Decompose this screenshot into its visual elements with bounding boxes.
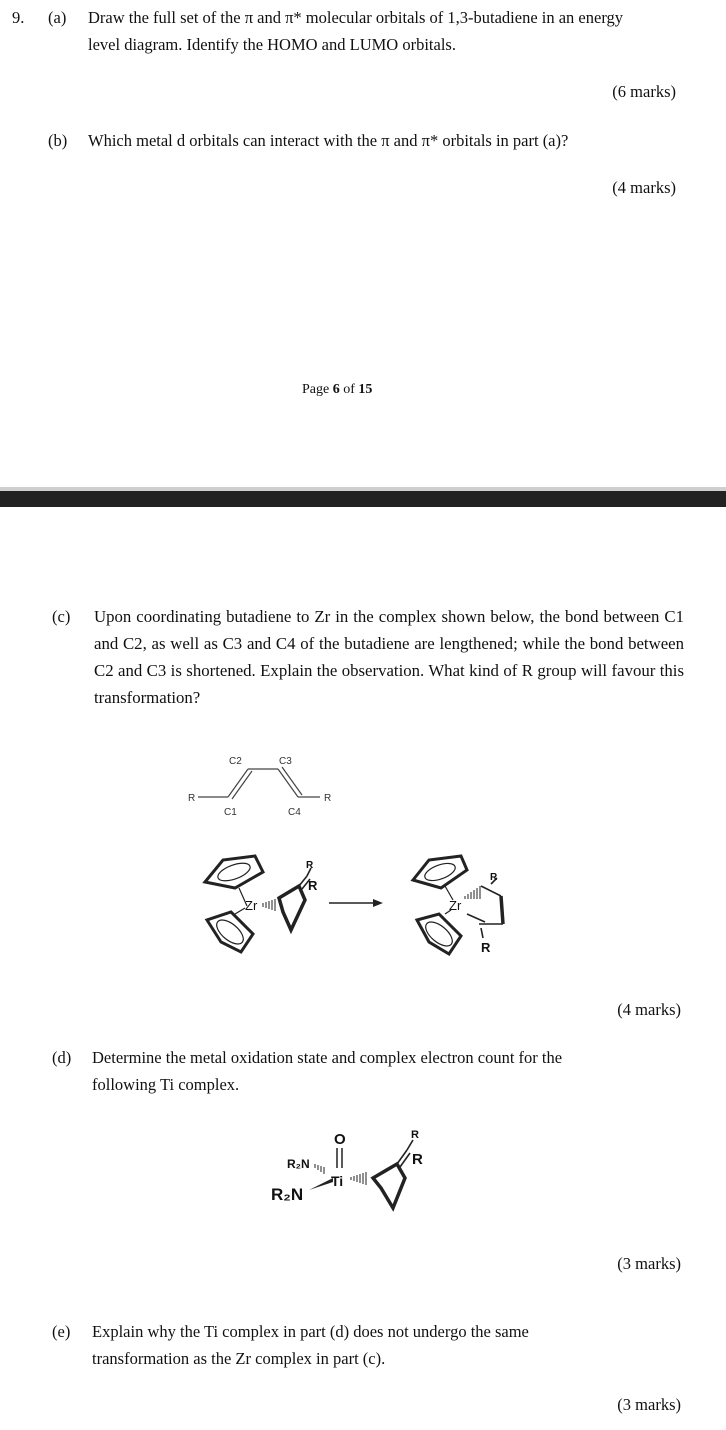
product-metallacycle xyxy=(467,878,503,938)
ti-diene-ligand xyxy=(373,1140,413,1208)
ti-amide-top: R₂N xyxy=(287,1157,310,1171)
butadiene-c3: C3 xyxy=(279,756,292,767)
zr-reaction-scheme xyxy=(195,848,530,968)
cp-ring-bottom-left xyxy=(207,908,253,952)
cp-ring-top-right xyxy=(413,856,467,900)
part-a-line2: level diagram. Identify the HOMO and LUMO orbitals. xyxy=(88,35,456,54)
ti-amide-bottom: R₂N xyxy=(271,1185,304,1204)
reactant-diene xyxy=(279,868,311,930)
part-d-marks: (3 marks) xyxy=(617,1254,681,1273)
part-b-label: (b) xyxy=(48,131,68,150)
butadiene-c4: C4 xyxy=(288,807,301,818)
part-c-text: Upon coordinating butadiene to Zr in the complex shown below, the bond between C1 and C2, as well as C3 and C4 of the butadiene are lengthened; while the bond between C2 and C3 is shortened. Explain the observation. What kind of R group will favour this transformation? xyxy=(94,607,684,707)
product-r-bottom: R xyxy=(481,940,491,955)
part-d-label: (d) xyxy=(52,1048,72,1067)
zr-r-top: R xyxy=(306,860,314,871)
part-a-line1: Draw the full set of the π and π* molecular orbitals of 1,3-butadiene in an energy xyxy=(88,8,624,27)
part-c-marks: (4 marks) xyxy=(617,1000,681,1019)
ti-oxo-label: O xyxy=(334,1131,346,1148)
ti-amide-hash xyxy=(315,1164,324,1174)
butadiene-r-left: R xyxy=(188,793,196,804)
page-number: 6 xyxy=(332,382,340,397)
butadiene-c2: C2 xyxy=(229,756,242,767)
part-e-label: (e) xyxy=(52,1322,71,1341)
question-number: 9. xyxy=(12,8,25,27)
reaction-arrow xyxy=(329,899,383,907)
zr-label-reactant: Zr xyxy=(245,898,258,913)
butadiene-c1: C1 xyxy=(224,807,237,818)
product-r-top: R xyxy=(490,872,498,883)
part-a-marks: (6 marks) xyxy=(612,82,676,101)
page-total: 15 xyxy=(358,382,373,397)
ti-metal-label: Ti xyxy=(331,1173,344,1189)
part-e-line2: transformation as the Zr complex in part (c). xyxy=(92,1349,386,1368)
product-hash-bond xyxy=(465,886,480,899)
ti-complex-structure xyxy=(265,1122,445,1218)
zr-hash-bond xyxy=(263,899,275,911)
zr-label-product: Zr xyxy=(449,898,462,913)
butadiene-r-right: R xyxy=(324,793,332,804)
part-d-line1: Determine the metal oxidation state and complex electron count for the xyxy=(92,1048,563,1067)
ti-hash-bond xyxy=(351,1172,366,1185)
butadiene-bonds xyxy=(198,767,320,799)
page-break-divider xyxy=(0,491,726,507)
product-complex xyxy=(413,856,503,955)
cp-ring-bottom-right xyxy=(417,910,461,954)
part-d-line2: following Ti complex. xyxy=(92,1075,240,1094)
reactant-complex xyxy=(205,856,318,952)
part-e-line1: Explain why the Ti complex in part (d) does not undergo the same xyxy=(92,1322,529,1341)
butadiene-structure xyxy=(180,748,350,820)
part-a-label: (a) xyxy=(48,8,67,27)
page-footer xyxy=(302,382,372,398)
part-b-text: Which metal d orbitals can interact with the π and π* orbitals in part (a)? xyxy=(88,131,569,150)
part-e-marks: (3 marks) xyxy=(617,1395,681,1414)
ti-amide-wedge xyxy=(309,1178,333,1190)
page-word: Page xyxy=(302,382,330,397)
part-c-label: (c) xyxy=(52,607,71,626)
zr-r-mid: R xyxy=(308,878,318,893)
ti-r-mid: R xyxy=(412,1151,423,1168)
part-b-marks: (4 marks) xyxy=(612,178,676,197)
ti-r-top: R xyxy=(411,1129,419,1141)
of-word: of xyxy=(343,382,355,397)
